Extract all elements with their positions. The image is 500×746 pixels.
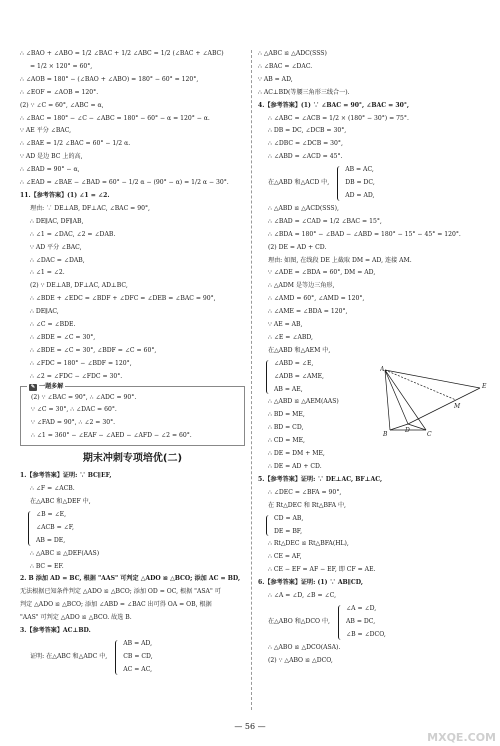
text-line: ∴ ∠BAD = 90° − α, [20, 166, 80, 174]
watermark: MXQE.COM [427, 731, 496, 744]
label-m: M [454, 403, 461, 410]
text-line: ∴ ∠BDA = 180° − ∠BAD − ∠ABD = 180° − 15° − 45° = 120°. [268, 230, 461, 238]
text-line: 无法根据已知条件判定 △ADO ≌ △BCO; 添加 OD = OC, 根据 "ASA" 可 [20, 588, 221, 596]
brace-mark [337, 166, 342, 201]
text-line: ∴ CE = AF, [268, 553, 302, 561]
segment-de [408, 388, 480, 424]
text-line: ∴ ∠1 = ∠DAC, ∠2 = ∠DAB. [30, 230, 116, 238]
brace-mark [28, 511, 33, 546]
text-line: ∴ ∠EOF = ∠AOB = 120°. [20, 88, 99, 96]
text-line: 判定 △ADO ≌ △BCO; 添加 ∠ABD = ∠BAC 出可得 OA = OB, 根据 [20, 601, 212, 609]
text-line: ∠B = ∠E, [36, 510, 67, 518]
text-line: 在 Rt△DEC 和 Rt△BFA 中, [268, 501, 346, 509]
text-line: (2) DE = AD + CD. [268, 243, 327, 251]
box-title [27, 381, 65, 394]
condition-brace [258, 603, 483, 642]
brace-mark [338, 605, 343, 640]
text-line: AB = AD, [123, 639, 153, 647]
text-line: (2) ∵ ∠C = 60°, ∠ABC = α, [20, 101, 104, 109]
text-line: ∴ DE = AD + CD. [268, 463, 322, 470]
label-e: E [482, 383, 487, 390]
text-line: ∠ACB = ∠F, [36, 523, 74, 531]
column-divider [251, 50, 252, 710]
text-line: ∴ ∠BDE = ∠C = 30°, [30, 333, 96, 341]
text-line: ∴ ∠BAC = ∠DAC. [258, 62, 313, 70]
text-line: ∠B = ∠DCO, [346, 630, 386, 638]
text-line: ∴ ∠BAE = 1/2 ∠BAC = 60° − 1/2 α. [20, 140, 131, 148]
condition-brace [20, 638, 245, 677]
text-line: = 1/2 × 120° = 60°, [30, 62, 93, 70]
label-d: D [405, 427, 410, 434]
text-line: ∴ CD = ME, [268, 437, 305, 445]
text-line: (2) ∵ DE⊥AB, DF⊥AC, AD⊥BC, [30, 282, 128, 290]
text-line: ∴ ∠E = ∠ABD, [268, 333, 313, 341]
text-line: AB = DE, [36, 536, 66, 544]
text-line: AB = DC, [346, 617, 376, 625]
text-line: ∴ ∠BDE = ∠C = 30°, ∠BDF = ∠C = 60°, [30, 346, 157, 354]
text-line: ∴ AC⊥BD(等腰三角形三线合一). [258, 88, 350, 96]
text-line: ∴ ∠F = ∠ACB. [30, 485, 75, 493]
text-line: ∴ ∠ABD = ∠ACD = 45°. [268, 153, 343, 161]
text-line: ∴ CE − EF = AF − EF, 即 CF = AE. [268, 566, 376, 574]
text-line: (2) ∵ ∠BAC = 90°, ∴ ∠ADC = 90°. [31, 393, 137, 401]
question-5-heading: 5.【参考答案】证明: ∵ DE⊥AC, BF⊥AC, [258, 475, 383, 483]
text-line: 理由: ∵ DE⊥AB, DF⊥AC, ∠BAC = 90°, [30, 204, 150, 212]
text-line: ∠A = ∠D, [346, 604, 377, 612]
text-line: ∴ ∠1 = ∠2. [30, 269, 65, 277]
text-line: ∴ ∠BDE + ∠EDC = ∠BDF + ∠DFC = ∠DEB = ∠BAC = 90°, [30, 295, 216, 303]
text-line: ∴ ∠2 = ∠FDC − ∠FDC = 30°. [30, 372, 123, 380]
text-line: ∴ ∠1 = 360° − ∠EAF − ∠AED − ∠AFD − ∠2 = 60°. [31, 432, 192, 440]
text-line: CD = AB, [274, 514, 304, 522]
text-line: CB = CD, [123, 652, 153, 660]
text-line: 在△ABD 和△ACD 中, [268, 179, 330, 187]
box-title-text: 一题多解 [39, 382, 64, 390]
text-line: ∴ ∠A = ∠D, ∠B = ∠C, [268, 592, 337, 600]
text-line: 在△ABC 和△DEF 中, [30, 498, 91, 505]
text-line: ∴ BD = ME, [268, 411, 305, 419]
brace-mark [266, 515, 271, 537]
text-line: 理由: 如图, 在线段 DE 上截取 DM = AD, 连接 AM. [268, 256, 412, 264]
geometry-figure [380, 366, 500, 438]
alternative-solution-box [20, 382, 245, 447]
text-line: ∵ AD 平分 ∠BAC, [30, 243, 82, 251]
text-line: AC = AC, [123, 665, 153, 673]
label-a: A [380, 366, 385, 373]
text-line: ∴ DE∥AC, DF∥AB, [30, 217, 84, 225]
page-number: — 56 — [234, 722, 266, 731]
text-line: 在△ABD 和△AEM 中, [268, 346, 331, 354]
text-line: ∴ ∠FDC = 180° − ∠BDF = 120°, [30, 359, 132, 367]
text-line: ∴ ∠BAO + ∠ABO = 1/2 ∠BAC + 1/2 ∠ABC = 1/2 (∠BAC + ∠ABC) [20, 50, 224, 57]
text-line: "AAS" 可判定 △ADO ≌ △BCO. 故选 B. [20, 614, 132, 622]
question-11-heading: 11.【参考答案】(1) ∠1 = ∠2. [20, 191, 110, 199]
text-line: ∴ △ABC ≌ △DEF(AAS) [30, 549, 100, 557]
text-line: ∴ BD = CD, [268, 424, 304, 432]
text-line: ∴ ∠BAC = 180° − ∠C − ∠ABC = 180° − 60° − α = 120° − α. [20, 114, 210, 122]
text-line: ∵ ∠FAD = 90°, ∴ ∠2 = 30°. [31, 419, 116, 427]
question-3-heading: 3.【参考答案】AC⊥BD. [20, 627, 91, 635]
label-b: B [383, 431, 388, 438]
text-line: (2) ∵ △ABO ≌ △DCO, [268, 656, 333, 664]
text-line: ∵ ∠C = 30°, ∴ ∠DAC = 60°. [31, 406, 117, 414]
text-line: ∴ ∠DEC = ∠BFA = 90°, [268, 488, 342, 496]
text-line: ∴ DE = DM + ME, [268, 450, 325, 458]
condition-brace [258, 164, 483, 203]
text-line: ∴ △ABD ≌ △ACD(SSS), [268, 204, 339, 212]
text-line: ∴ BC = EF. [30, 562, 64, 570]
text-line: DB = DC, [345, 179, 375, 187]
text-line: ∴ △ABC ≌ △ADC(SSS) [258, 50, 327, 57]
brace-mark [115, 640, 120, 675]
question-6-heading: 6.【参考答案】证明: (1) ∵ AB∥CD, [258, 579, 363, 587]
segment-cd [408, 424, 426, 430]
text-line: ∴ △ADM 是等边三角形, [268, 282, 335, 290]
brace-mark [266, 360, 271, 395]
text-line: ∵ AB = AD, [258, 75, 293, 83]
text-line: 证明: 在△ABC 和△ADC 中, [30, 652, 108, 660]
left-column [20, 48, 245, 677]
text-line: ∴ ∠C = ∠BDE. [30, 321, 76, 329]
question-2-answer: 2. B 添加 AD = BC, 根据 "AAS" 可判定 △ADO ≌ △BCO; 添加 AC = BD, [20, 575, 241, 583]
right-column [258, 48, 483, 668]
condition-brace [258, 513, 483, 539]
segment-ab [385, 370, 390, 430]
text-line: ∴ Rt△DEC ≌ Rt△BFA(HL), [268, 540, 349, 548]
text-line: AB = AC, [345, 166, 374, 174]
label-c: C [427, 431, 432, 438]
question-1-heading: 1.【参考答案】证明: ∵ BC∥EF, [20, 472, 112, 480]
text-line: ∴ ∠DBC = ∠DCB = 30°, [268, 140, 343, 148]
text-line: AD = AD, [345, 191, 375, 199]
text-line: ∵ ∠ADE = ∠BDA = 60°, DM = AD, [268, 269, 376, 277]
text-line: ∴ △ABO ≌ △DCO(ASA). [268, 643, 341, 651]
text-line: ∴ ∠AME = ∠BDA = 120°, [268, 308, 348, 316]
text-line: ∴ DB = DC, ∠DCB = 30°, [268, 127, 347, 135]
text-line: AB = AE, [274, 385, 303, 393]
condition-brace [20, 509, 245, 548]
text-line: ∴ ∠BAD = ∠CAD = 1/2 ∠BAC = 15°, [268, 217, 382, 225]
text-line: ∴ ∠AMD = 60°, ∠AMD = 120°, [268, 295, 365, 303]
question-4-heading: 4.【参考答案】(1) ∵ ∠BAC = 90°, ∠BAC = 30°, [258, 101, 410, 109]
text-line: 在△ABO 和△DCO 中, [268, 617, 330, 625]
text-line: ∴ DE∥AC, [30, 308, 59, 316]
text-line: ∴ ∠ABC = ∠ACB = 1/2 × (180° − 30°) = 75°. [268, 114, 409, 122]
text-line: ∠ABD = ∠E, [274, 359, 314, 367]
pencil-icon: ✎ [30, 383, 36, 390]
text-line: ∵ AE = AB, [268, 321, 303, 329]
text-line: DE = BF, [274, 527, 303, 535]
text-line: ∴ ∠EAD = ∠BAE − ∠BAD = 60° − 1/2 α − (90° − α) = 1/2 α − 30°. [20, 179, 229, 187]
text-line: ∴ ∠DAC = ∠DAB, [30, 256, 85, 264]
text-line: ∠ADB = ∠AME, [274, 372, 324, 380]
text-line: ∴ ∠AOB = 180° − (∠BAO + ∠ABO) = 180° − 60° = 120°, [20, 75, 199, 83]
text-line: ∵ AE 平分 ∠BAC, [20, 127, 72, 135]
text-line: ∴ △ABD ≌ △AEM(AAS) [268, 398, 339, 406]
text-line: ∵ AD 是边 BC 上的高, [20, 153, 83, 161]
section-title: 期末冲刺专项培优(二) [82, 453, 183, 465]
segment-ae [385, 370, 480, 388]
